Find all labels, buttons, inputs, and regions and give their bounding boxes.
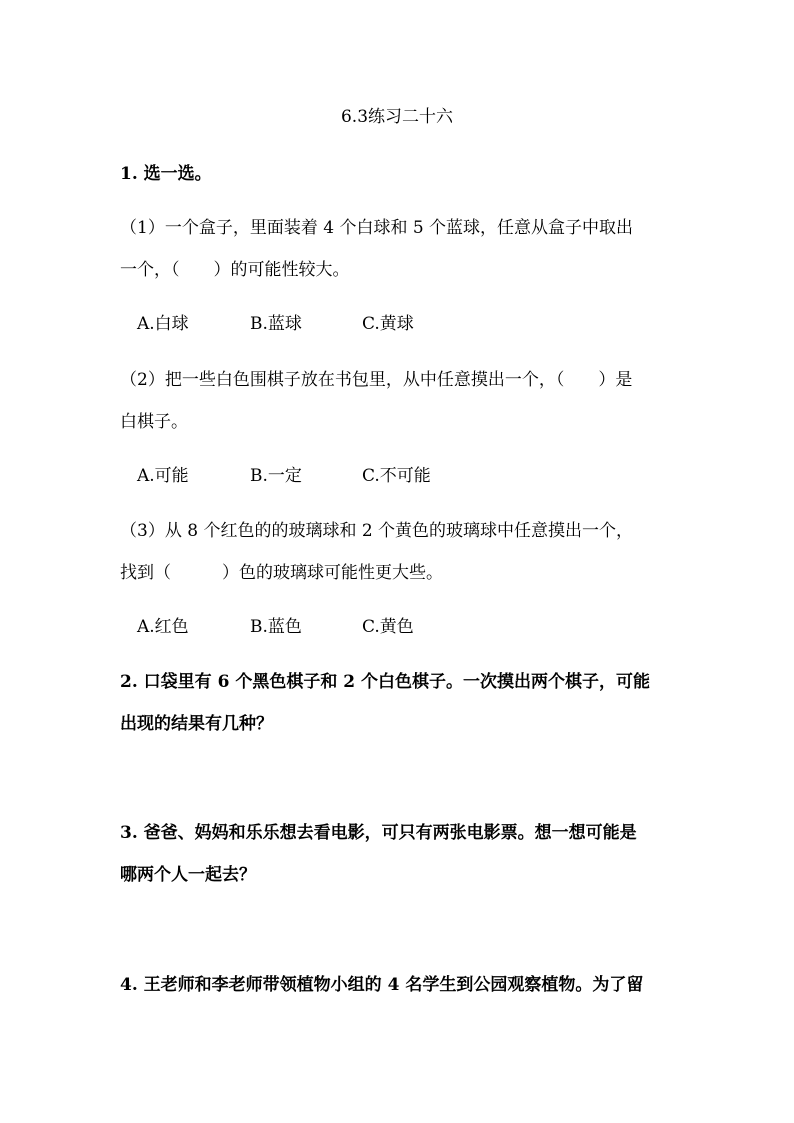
page-title: 6.3练习二十六	[340, 107, 454, 127]
question-1-3-option-c: C.黄色	[362, 617, 414, 637]
question-1-3-option-b: B.蓝色	[250, 617, 302, 637]
question-4-line-1: 4. 王老师和李老师带领植物小组的 4 名学生到公园观察植物。为了留	[120, 975, 644, 995]
question-1-heading: 1. 选一选。	[120, 164, 212, 184]
question-2-line-2: 出现的结果有几种？	[120, 714, 273, 734]
question-1-1-line-1: （1）一个盒子，里面装着 4 个白球和 5 个蓝球，任意从盒子中取出	[120, 218, 634, 238]
question-1-2-option-a: A.可能	[137, 466, 189, 486]
question-1-2-line-1: （2）把一些白色围棋子放在书包里，从中任意摸出一个，（ ）是	[120, 370, 633, 390]
question-1-2-option-b: B.一定	[250, 466, 302, 486]
question-2-line-1: 2. 口袋里有 6 个黑色棋子和 2 个白色棋子。一次摸出两个棋子，可能	[120, 672, 650, 692]
question-1-2-line-2: 白棋子。	[120, 412, 188, 432]
question-3-line-2: 哪两个人一起去？	[120, 865, 256, 885]
question-1-2-option-c: C.不可能	[362, 466, 431, 486]
question-1-1-option-b: B.蓝球	[250, 314, 302, 334]
question-1-3-option-a: A.红色	[137, 617, 189, 637]
question-1-3-line-1: （3）从 8 个红色的的玻璃球和 2 个黄色的玻璃球中任意摸出一个，	[120, 521, 634, 541]
question-1-1-line-2: 一个，（ ）的可能性较大。	[120, 260, 350, 280]
question-1-3-line-2: 找到（ ）色的玻璃球可能性更大些。	[120, 563, 443, 583]
question-1-1-option-c: C.黄球	[362, 314, 414, 334]
question-1-1-option-a: A.白球	[137, 314, 189, 334]
question-3-line-1: 3. 爸爸、妈妈和乐乐想去看电影，可只有两张电影票。想一想可能是	[120, 823, 637, 843]
